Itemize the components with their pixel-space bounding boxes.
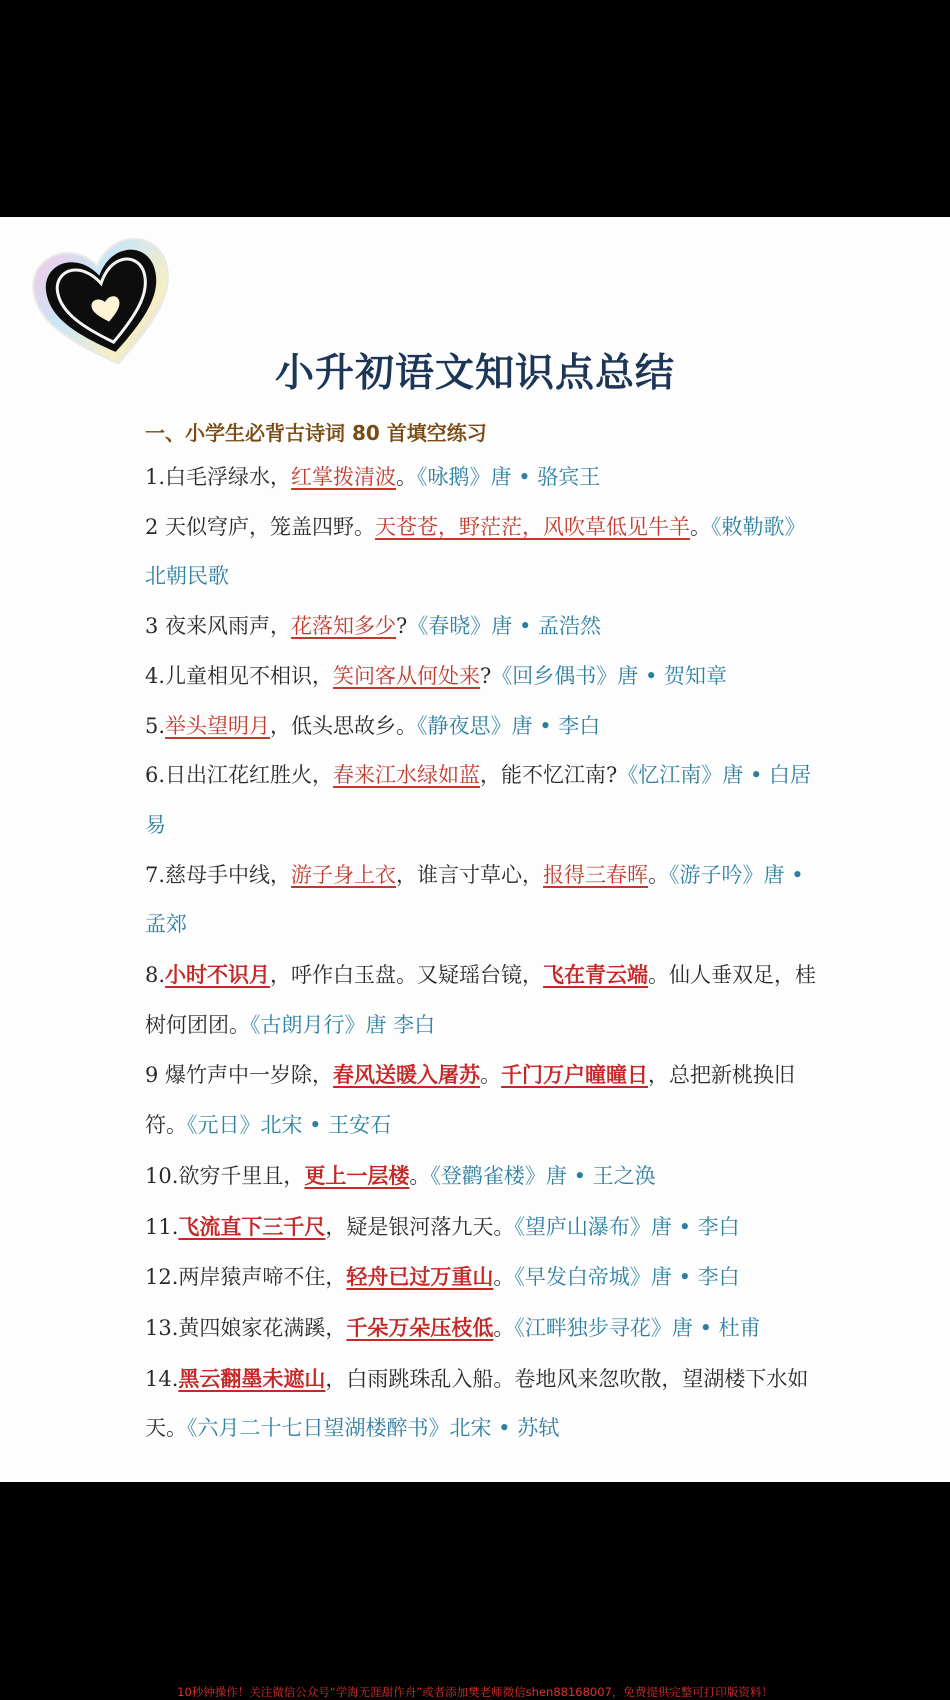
answer-blank: 笑问客从何处来 — [333, 663, 481, 688]
poem-number: 4. — [145, 663, 166, 688]
poem-item — [145, 751, 825, 850]
answer-blank: 春来江水绿如蓝 — [333, 763, 481, 788]
poem-text: 。仙人垂双足，桂树何团团。 — [145, 963, 817, 1037]
poem-item — [145, 1050, 825, 1150]
answer-blank: 更上一层楼 — [304, 1162, 410, 1188]
poem-text: ，总把新桃换旧符。 — [145, 1063, 796, 1138]
poem-text: 。 — [690, 514, 712, 539]
poem-number: 10. — [145, 1163, 179, 1188]
answer-blank: 飞流直下三千尺 — [178, 1213, 326, 1239]
section-heading: 一、小学生必背古诗词 80 首填空练习 — [145, 421, 487, 445]
poem-item — [145, 453, 825, 503]
poem-source: 《忆江南》唐 • 白居易 — [145, 763, 812, 837]
answer-blank: 举头望明月 — [165, 713, 271, 738]
poem-number: 11. — [145, 1214, 179, 1239]
poem-text: ? — [480, 663, 492, 688]
poem-text: 欲穷千里且， — [178, 1163, 305, 1188]
poem-number: 3 — [145, 614, 166, 639]
poem-item — [145, 702, 825, 752]
poem-text: ，谁言寸草心， — [396, 862, 544, 887]
poem-item — [145, 851, 825, 950]
poem-item — [145, 1151, 825, 1202]
poem-number: 6. — [145, 763, 166, 788]
poem-text: 两岸猿声啼不住， — [178, 1265, 347, 1290]
poem-number: 1. — [145, 465, 166, 489]
poem-text: 。 — [493, 1265, 515, 1290]
poem-text: 儿童相见不相识， — [165, 663, 334, 688]
answer-blank: 天苍苍，野茫茫，风吹草低见牛羊 — [375, 514, 691, 539]
poem-text: 爆竹声中一岁除， — [165, 1063, 334, 1088]
poem-source: 《游子吟》唐 • 孟郊 — [145, 862, 804, 937]
poem-number: 5. — [145, 713, 166, 738]
poem-text: ? — [396, 614, 408, 639]
answer-blank: 花落知多少 — [291, 614, 397, 639]
poem-text: 夜来风雨声， — [165, 614, 292, 639]
poem-number: 2 — [145, 514, 166, 539]
poem-item — [145, 503, 825, 602]
poem-text: 。 — [480, 1063, 502, 1088]
poem-number: 12. — [145, 1265, 179, 1290]
answer-blank: 报得三春晖 — [543, 862, 649, 887]
poem-source: 《江畔独步寻花》唐 • 杜甫 — [514, 1315, 761, 1340]
poem-source: 《咏鹅》唐 • 骆宾王 — [417, 465, 601, 489]
poem-text: ，能不忆江南? — [480, 763, 618, 788]
poem-number: 9 — [145, 1063, 166, 1088]
poem-list — [145, 453, 825, 1454]
poem-text: ，呼作白玉盘。又疑瑶台镜， — [270, 963, 544, 988]
poem-text: 慈母手中线， — [165, 862, 292, 887]
poem-source: 《登鹳雀楼》唐 • 王之涣 — [430, 1163, 656, 1188]
answer-blank: 轻舟已过万重山 — [346, 1264, 494, 1290]
poem-item — [145, 652, 825, 702]
poem-item — [145, 1252, 825, 1303]
poem-number: 7. — [145, 862, 166, 887]
poem-text: 黄四娘家花满蹊， — [178, 1315, 347, 1340]
footer-banner: 10秒钟操作！关注微信公众号“学海无涯甜作舟”或者添加樊老师微信shen88168007，免费提供完整可打印版资料！ — [177, 1685, 773, 1699]
answer-blank: 千门万户曈曈日 — [501, 1062, 649, 1088]
page-title: 小升初语文知识点总结 — [274, 351, 675, 396]
poem-source: 《静夜思》唐 • 李白 — [417, 713, 601, 738]
poem-text: 。 — [396, 465, 418, 489]
poem-source: 《敕勒歌》北朝民歌 — [145, 514, 806, 589]
poem-text: ，低头思故乡。 — [270, 713, 418, 738]
answer-blank: 小时不识月 — [165, 962, 271, 988]
poem-text: 。 — [409, 1163, 431, 1188]
answer-blank: 黑云翻墨未遮山 — [178, 1365, 326, 1391]
answer-blank: 红掌拨清波 — [291, 465, 397, 489]
answer-blank: 春风送暖入屠苏 — [333, 1062, 481, 1088]
poem-text: ，疑是银河落九天。 — [325, 1214, 515, 1239]
poem-source: 《望庐山瀑布》唐 • 李白 — [514, 1214, 740, 1239]
poem-number: 8. — [145, 963, 166, 988]
answer-blank: 游子身上衣 — [291, 862, 397, 887]
poem-item — [145, 602, 825, 652]
poem-source: 《早发白帝城》唐 • 李白 — [514, 1265, 740, 1290]
poem-number: 13. — [145, 1315, 179, 1340]
answer-blank: 飞在青云端 — [543, 962, 649, 988]
answer-blank: 千朵万朵压枝低 — [346, 1314, 494, 1340]
poem-text: 。 — [648, 862, 670, 887]
poem-item — [145, 1303, 825, 1354]
poem-source: 《古朗月行》唐 李白 — [250, 1012, 436, 1037]
poem-text: 。 — [493, 1315, 515, 1340]
poem-text: 日出江花红胜火， — [165, 763, 334, 788]
poem-source: 《春晓》唐 • 孟浩然 — [407, 614, 602, 639]
poem-item — [145, 950, 825, 1050]
poem-text: ，白雨跳珠乱入船。卷地风来忽吹散，望湖楼下水如天。 — [145, 1366, 809, 1441]
poem-number: 14. — [145, 1366, 179, 1391]
document-page — [0, 217, 950, 1482]
poem-source: 《元日》北宋 • 王安石 — [187, 1113, 392, 1138]
poem-source: 《回乡偶书》唐 • 贺知章 — [491, 663, 728, 688]
poem-text: 天似穹庐，笼盖四野。 — [165, 514, 376, 539]
poem-text: 白毛浮绿水， — [165, 465, 292, 489]
poem-source: 《六月二十七日望湖楼醉书》北宋 • 苏轼 — [187, 1416, 560, 1441]
poem-item — [145, 1354, 825, 1454]
poem-item — [145, 1202, 825, 1253]
